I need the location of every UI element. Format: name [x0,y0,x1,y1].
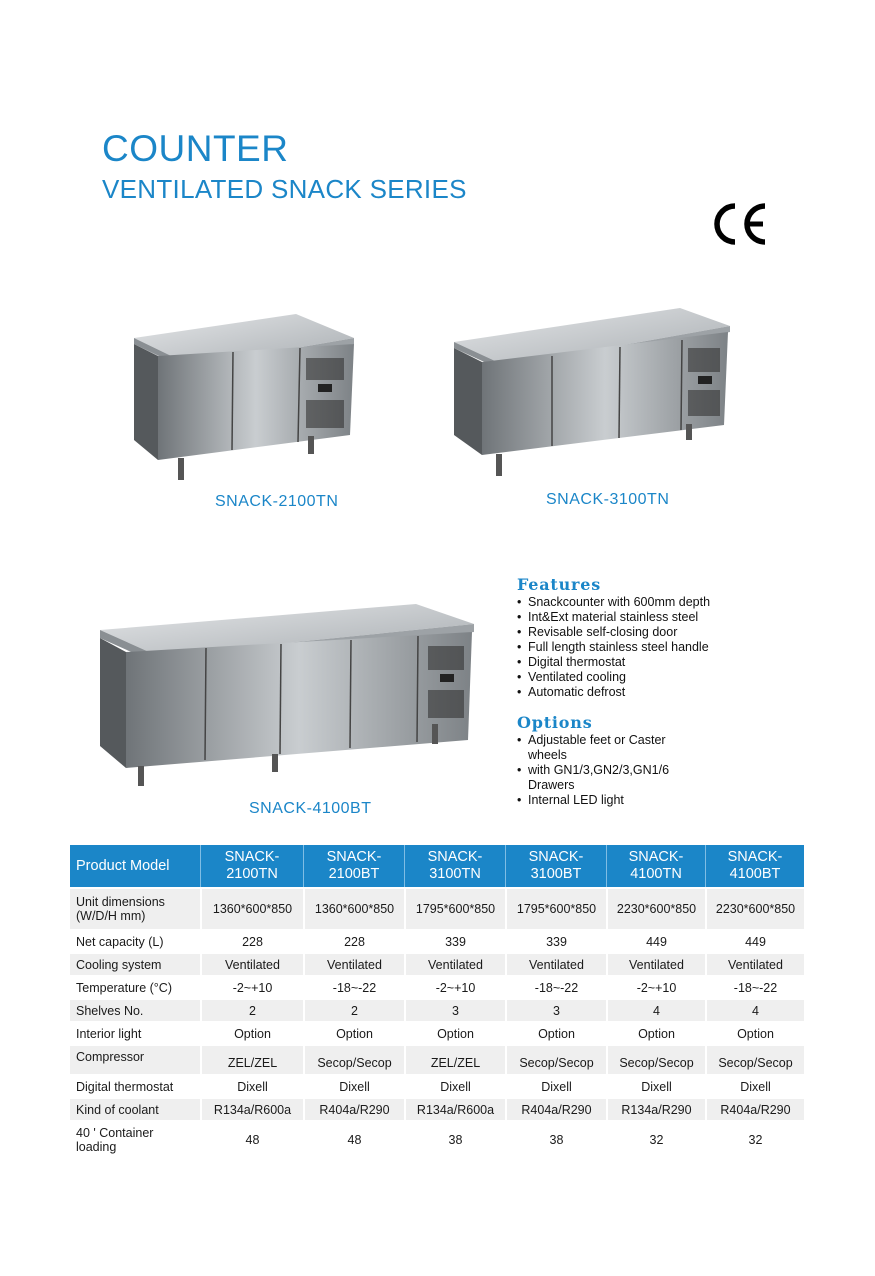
column-header: Product Model [70,845,200,887]
list-item: • Ventilated cooling [517,670,847,685]
list-item: • Revisable self-closing door [517,625,847,640]
ce-mark-icon [711,200,769,248]
table-cell: 38 [505,1120,606,1158]
table-cell: -2~+10 [606,975,705,998]
table-cell: 1795*600*850 [404,887,505,929]
row-label: 40 ' Container loading [70,1120,200,1158]
table-cell: Dixell [200,1074,303,1097]
table-cell: Secop/Secop [303,1044,404,1074]
table-cell: 449 [705,929,804,952]
table-cell: R404a/R290 [705,1097,804,1120]
table-cell: -2~+10 [404,975,505,998]
list-item: • Int&Ext material stainless steel [517,610,847,625]
table-cell: Ventilated [303,952,404,975]
row-label: Cooling system [70,952,200,975]
table-cell: R134a/R290 [606,1097,705,1120]
column-header: SNACK- 4100TN [606,845,705,887]
table-row [70,998,804,1021]
table-cell: Option [303,1021,404,1044]
table-cell: Dixell [705,1074,804,1097]
table-cell: Option [705,1021,804,1044]
table-cell: Option [505,1021,606,1044]
table-cell: 1795*600*850 [505,887,606,929]
column-header: SNACK- 4100BT [705,845,804,887]
page-subtitle: VENTILATED SNACK SERIES [102,174,467,204]
table-cell: 339 [404,929,505,952]
table-cell: R404a/R290 [303,1097,404,1120]
features-heading: Features [517,575,602,594]
page-title: COUNTER [102,128,289,169]
table-cell: 3 [404,998,505,1021]
list-item: • Full length stainless steel handle [517,640,847,655]
table-cell: 449 [606,929,705,952]
row-label: Temperature (°C) [70,975,200,998]
table-row [70,1074,804,1097]
table-cell: Option [404,1021,505,1044]
table-row [70,887,804,929]
table-cell: Ventilated [200,952,303,975]
column-header: SNACK- 3100TN [404,845,505,887]
table-cell: -2~+10 [200,975,303,998]
table-cell: Dixell [303,1074,404,1097]
column-header: SNACK- 2100BT [303,845,404,887]
table-cell: 1360*600*850 [303,887,404,929]
table-cell: Secop/Secop [606,1044,705,1074]
table-cell: 3 [505,998,606,1021]
table-header-row [70,845,804,887]
table-cell: Dixell [404,1074,505,1097]
spec-table-body [70,887,804,1158]
product-image-3door [450,300,735,480]
table-cell: 2230*600*850 [705,887,804,929]
table-cell: 4 [606,998,705,1021]
table-cell: Dixell [505,1074,606,1097]
table-cell: Option [606,1021,705,1044]
list-item: • Adjustable feet or Caster wheels [517,733,847,763]
list-item: • Digital thermostat [517,655,847,670]
table-cell: 228 [200,929,303,952]
options-heading: Options [517,713,593,732]
table-row [70,1097,804,1120]
features-list [517,595,847,700]
row-label: Unit dimensions (W/D/H mm) [70,887,200,929]
table-cell: 2230*600*850 [606,887,705,929]
product-caption-3: SNACK-4100BT [249,800,372,817]
table-cell: -18~-22 [303,975,404,998]
table-row [70,1044,804,1074]
table-cell: Ventilated [404,952,505,975]
table-cell: Secop/Secop [705,1044,804,1074]
column-header: SNACK- 3100BT [505,845,606,887]
table-cell: 2 [200,998,303,1021]
list-item: • Snackcounter with 600mm depth [517,595,847,610]
table-cell: 228 [303,929,404,952]
table-cell: 339 [505,929,606,952]
table-cell: Option [200,1021,303,1044]
table-cell: 2 [303,998,404,1021]
row-label: Kind of coolant [70,1097,200,1120]
table-row [70,929,804,952]
product-image-4door [96,590,478,790]
column-header: SNACK- 2100TN [200,845,303,887]
table-cell: ZEL/ZEL [404,1044,505,1074]
row-label: Shelves No. [70,998,200,1021]
list-item: • Internal LED light [517,793,847,808]
table-cell: 48 [200,1120,303,1158]
row-label: Net capacity (L) [70,929,200,952]
table-cell: R134a/R600a [404,1097,505,1120]
table-row [70,1021,804,1044]
table-cell: 32 [606,1120,705,1158]
table-cell: R404a/R290 [505,1097,606,1120]
table-cell: R134a/R600a [200,1097,303,1120]
table-row [70,1120,804,1158]
options-list [517,733,847,808]
table-cell: Ventilated [606,952,705,975]
table-cell: Dixell [606,1074,705,1097]
list-item: • with GN1/3,GN2/3,GN1/6 Drawers [517,763,847,793]
row-label: Compressor [70,1044,200,1074]
table-row [70,975,804,998]
list-item: • Automatic defrost [517,685,847,700]
table-cell: -18~-22 [705,975,804,998]
row-label: Digital thermostat [70,1074,200,1097]
table-cell: ZEL/ZEL [200,1044,303,1074]
table-cell: Secop/Secop [505,1044,606,1074]
row-label: Interior light [70,1021,200,1044]
table-row [70,952,804,975]
product-caption-1: SNACK-2100TN [215,493,339,510]
product-caption-2: SNACK-3100TN [546,491,670,508]
table-cell: -18~-22 [505,975,606,998]
table-cell: Ventilated [505,952,606,975]
table-cell: 4 [705,998,804,1021]
table-cell: 38 [404,1120,505,1158]
product-image-2door [128,300,358,485]
table-cell: Ventilated [705,952,804,975]
spec-table [70,845,804,1158]
table-cell: 1360*600*850 [200,887,303,929]
table-cell: 48 [303,1120,404,1158]
table-cell: 32 [705,1120,804,1158]
